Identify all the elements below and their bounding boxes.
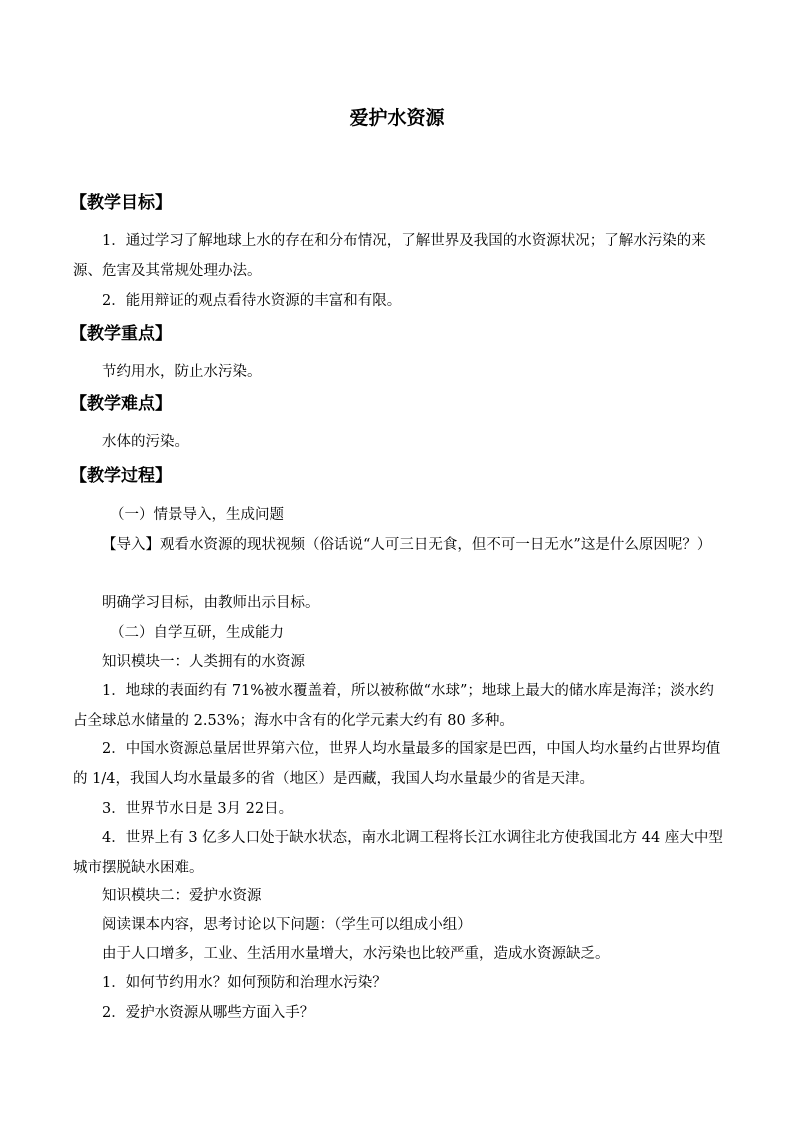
- module-1-item-2: 2．中国水资源总量居世界第六位，世界人均水量最多的国家是巴西，中国人均水量约占世界均值的 1/4，我国人均水量最多的省（地区）是西藏，我国人均水量最少的省是天津。: [73, 741, 721, 787]
- page-title: 爱护水资源: [349, 107, 445, 129]
- module-2-question-2: 2．爱护水资源从哪些方面入手？: [102, 1005, 315, 1021]
- module-2-title: 知识模块二：爱护水资源: [102, 888, 262, 904]
- module-1-item-4: 4．世界上有 3 亿多人口处于缺水状态，南水北调工程将长江水调往北方使我国北方 44 座大中型城市摆脱缺水困难。: [73, 830, 723, 876]
- difficulties-text: 水体的污染。: [102, 434, 189, 450]
- key-points-text: 节约用水，防止水污染。: [102, 364, 262, 380]
- module-1-item-3: 3．世界节水日是 3月 22日。: [102, 801, 294, 817]
- process-step-1: （一）情景导入，生成问题: [110, 507, 284, 523]
- module-2-question-1: 1．如何节约用水？如何预防和治理水污染？: [102, 975, 387, 991]
- goals-item-1: 1．通过学习了解地球上水的存在和分布情况，了解世界及我国的水资源状况；了解水污染的来源、危害及其常规处理办法。: [73, 233, 706, 279]
- goals-heading: 【教学目标】: [70, 193, 172, 213]
- module-1-item-1: 1．地球的表面约有 71%被水覆盖着，所以被称做“水球”；地球上最大的储水库是海洋；淡水约占全球总水储量的 2.53%；海水中含有的化学元素大约有 80 多种。: [73, 683, 714, 729]
- module-2-cause: 由于人口增多，工业、生活用水量增大，水污染也比较严重，造成水资源缺乏。: [102, 946, 610, 962]
- process-clarify: 明确学习目标，由教师出示目标。: [102, 595, 320, 611]
- process-step-2: （二）自学互研，生成能力: [110, 625, 284, 641]
- module-2-read: 阅读课本内容，思考讨论以下问题：（学生可以组成小组）: [102, 917, 472, 933]
- process-intro: 【导入】观看水资源的现状视频（俗话说“人可三日无食，但不可一日无水”这是什么原因呢？）: [102, 537, 712, 553]
- difficulties-heading: 【教学难点】: [70, 394, 172, 414]
- module-1-title: 知识模块一：人类拥有的水资源: [102, 654, 305, 670]
- key-points-heading: 【教学重点】: [70, 324, 172, 344]
- goals-item-2: 2．能用辩证的观点看待水资源的丰富和有限。: [102, 293, 402, 309]
- process-heading: 【教学过程】: [70, 466, 172, 486]
